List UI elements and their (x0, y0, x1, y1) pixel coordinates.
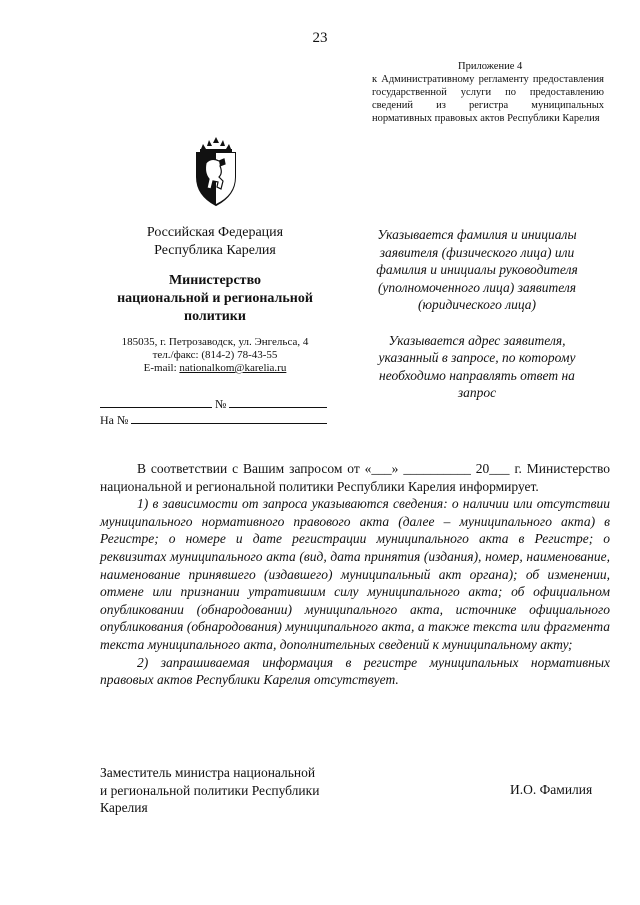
reference-row (100, 412, 340, 428)
outgoing-number-row (100, 396, 340, 412)
postal-address: 185035, г. Петрозаводск, ул. Энгельса, 4 (121, 336, 309, 348)
ministry-line: национальной и региональной (117, 291, 313, 306)
signer-position (100, 764, 360, 817)
email-label: E-mail: (143, 362, 180, 374)
signer-name: И.О. Фамилия (510, 782, 593, 797)
sender-block (100, 224, 330, 375)
registration-fields (100, 396, 340, 428)
intro-paragraph: В соответствии с Вашим запросом от «___» __________ 20___ г. Министерство национальной и региональной политики Республики Карелия информирует. (100, 461, 610, 494)
republic-name: Республика Карелия (154, 243, 276, 258)
reference-label: На № (100, 413, 129, 427)
ministry-line: политики (184, 309, 246, 324)
phone-fax: тел./факс: (814-2) 78-43-55 (152, 349, 278, 361)
sender-contacts (100, 336, 330, 375)
recipient-address-hint: Указывается адрес заявителя, указанный в запросе, по которому необходимо направлять ответ на запрос (378, 332, 576, 400)
appendix-line: к Административному регламенту предоставления (372, 74, 604, 85)
email-line (100, 362, 330, 375)
item-1-paragraph: 1) в зависимости от запроса указываются сведения: о наличии или отсутствии муниципального нормативного правового акта (далее – муниципального акта) в Регистре; о номере и дате регистрации муниципального акта в Регистре; о реквизитах муниципального акта (вид, дата принятия (издания), номер, наименование, наименование принявшего (издавшего) муниципальный акт органа); об изменении, отмене или признании утратившим силу муниципального акта; об официальном опубликовании (обнародовании) муниципального акта, источнике официального опубликования (обнародования) муниципального акта, а также текста или фрагмента текста муниципального акта, дополнительных сведений к муниципальному акту; (100, 496, 610, 652)
country-name: Российская Федерация (146, 225, 284, 240)
number-blank[interactable] (229, 396, 327, 408)
email-link[interactable]: nationalkom@karelia.ru (179, 362, 287, 374)
recipient-block (362, 226, 592, 420)
reference-blank[interactable] (131, 412, 327, 424)
recipient-name-hint: Указывается фамилия и инициалы заявителя (физического лица) или фамилия и инициалы руководителя (уполномоченного лица) заявителя (юридического лица) (376, 227, 578, 312)
appendix-line: государственной услуги по предоставлению (372, 87, 604, 98)
signer-line: Заместитель министра национальной (100, 765, 316, 780)
number-sign: № (215, 397, 227, 411)
coat-of-arms-icon (191, 137, 241, 207)
item-2-paragraph: 2) запрашиваемая информация в регистре муниципальных нормативных правовых актов Республики Карелия отсутствует. (100, 654, 610, 688)
signer-line: Карелия (100, 800, 148, 815)
date-blank[interactable] (100, 396, 212, 408)
ministry-line: Министерство (168, 273, 262, 288)
appendix-header (372, 60, 604, 125)
letter-body (100, 460, 610, 689)
appendix-line: сведений из регистра муниципальных (372, 100, 604, 111)
signer-line: и региональной политики Республики (100, 782, 320, 798)
appendix-title: Приложение 4 (458, 61, 523, 72)
appendix-line: нормативных правовых актов Республики Карелия (372, 113, 600, 124)
page-number: 23 (312, 30, 328, 46)
ministry-name (100, 272, 330, 326)
